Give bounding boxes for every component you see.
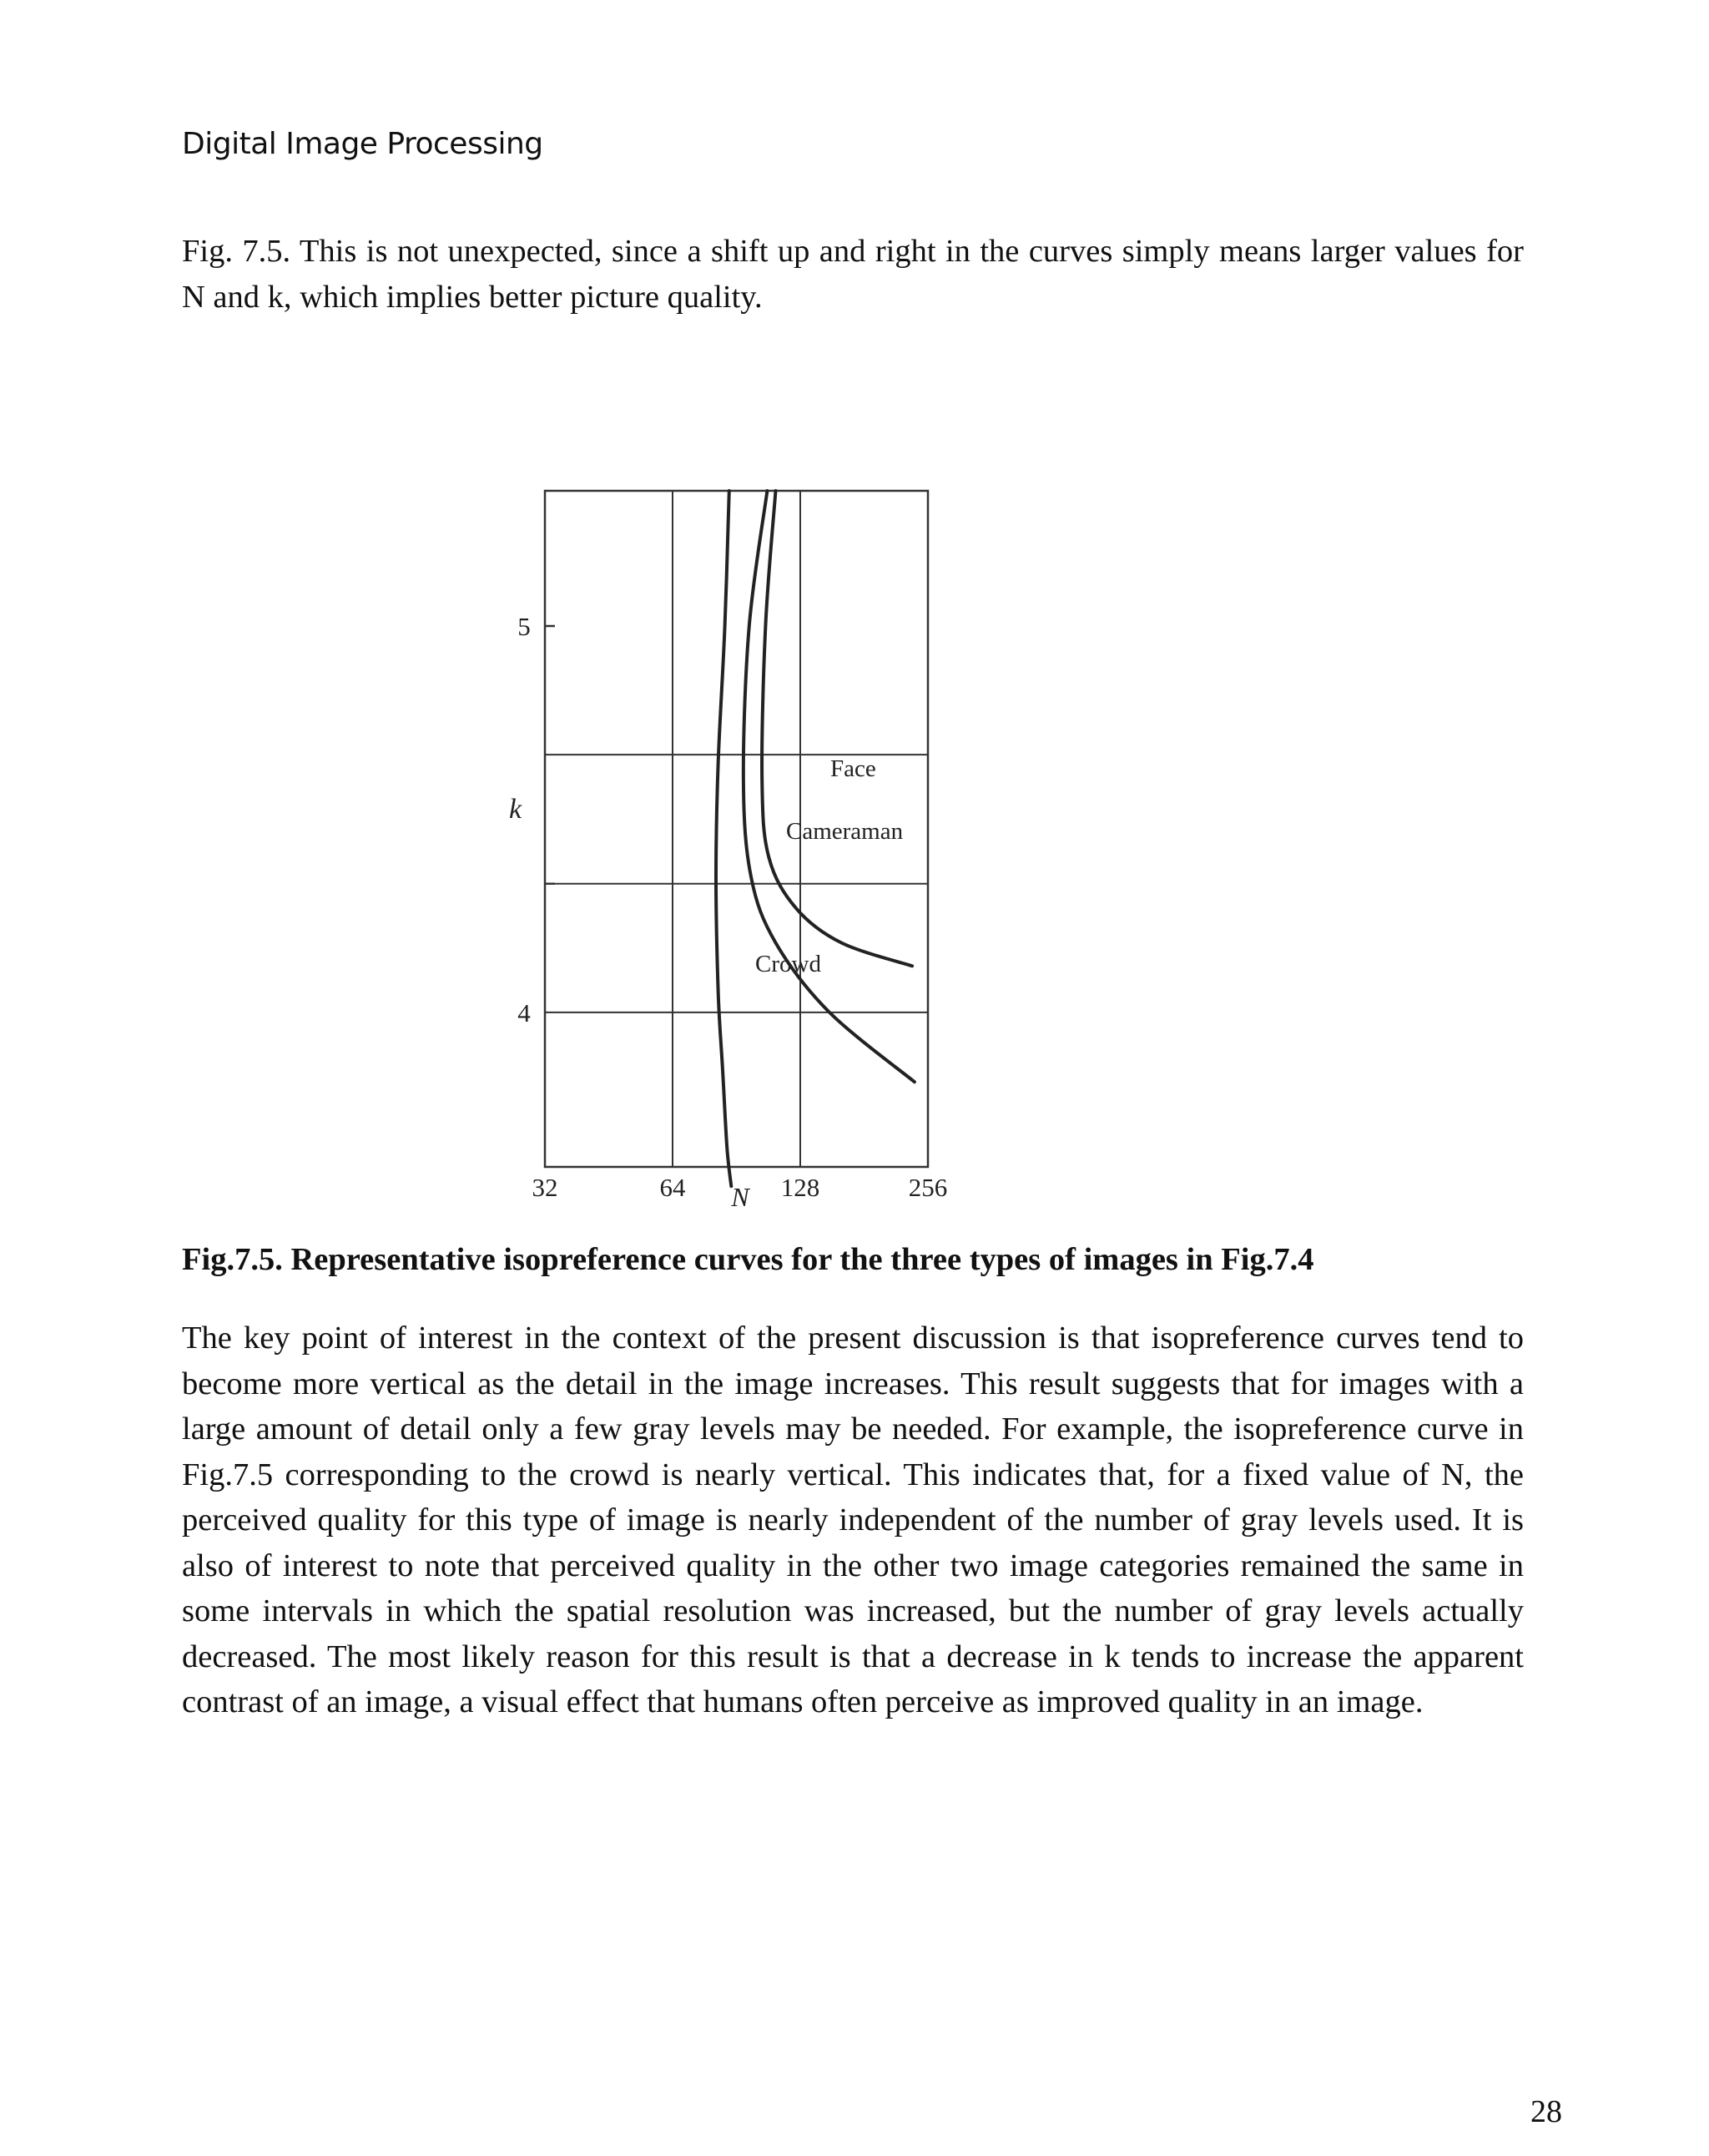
y-tick-label-5: 5	[517, 612, 531, 641]
x-tick-label-32: 32	[532, 1173, 558, 1202]
annotation-cameraman: Cameraman	[786, 818, 904, 845]
chart-labels	[509, 612, 947, 1212]
running-header: Digital Image Processing	[182, 127, 543, 161]
x-tick-label-256: 256	[908, 1173, 948, 1202]
y-tick-label-4: 4	[517, 997, 531, 1028]
annotation-crowd: Crowd	[755, 951, 821, 977]
intro-paragraph: Fig. 7.5. This is not unexpected, since a shift up and right in the curves simply means larger values for N and k, which implies better picture quality.	[182, 234, 1524, 315]
body-paragraph: The key point of interest in the context of the present discussion is that isopreference curves tend to become more vertical as the detail in the image increases. This result suggests that for images with a large amount of detail only a few gray levels may be needed. For example, the isopreference curve in Fig.7.5 corresponding to the crowd is nearly vertical. This indicates that, for a fixed value of N, the perceived quality for this type of image is nearly independent of the number of gray levels used. It is also of interest to note that perceived quality in the other two image categories remained the same in some intervals in which the spatial resolution was increased, but the number of gray levels actually decreased. The most likely reason for this result is that a decrease in k tends to increase the apparent contrast of an image, a visual effect that humans often perceive as improved quality in an image.	[182, 1320, 1524, 1719]
curve-crowd	[716, 491, 731, 1186]
y-axis-label: k	[509, 794, 522, 825]
figure-caption: Fig.7.5. Representative isopreference curves for the three types of images in Fig.7.4	[182, 1242, 1314, 1277]
x-tick-label-64: 64	[659, 1173, 686, 1202]
isopreference-chart	[501, 480, 985, 1214]
page-number: 28	[1530, 2094, 1562, 2129]
x-tick-label-128: 128	[780, 1173, 820, 1202]
annotation-face: Face	[830, 755, 876, 782]
curve-face	[762, 491, 912, 966]
x-axis-label: N	[731, 1182, 749, 1212]
